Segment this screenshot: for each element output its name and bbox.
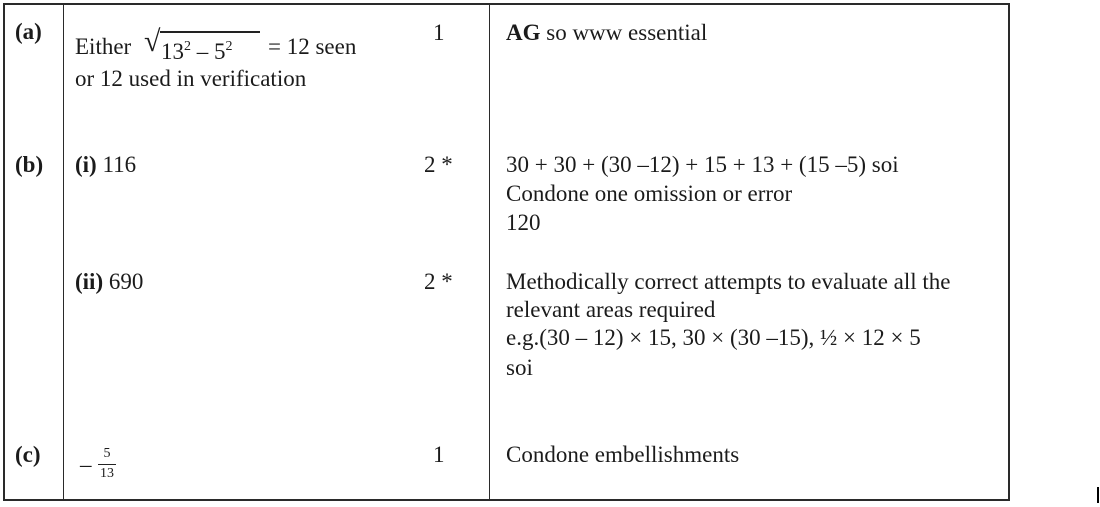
text-cursor-icon — [1097, 487, 1099, 503]
column-divider-guidance — [489, 3, 490, 501]
column-divider-label — [63, 3, 64, 501]
part-b-i-answer: (i) 116 — [75, 152, 137, 177]
square-root-icon: √ — [144, 25, 161, 58]
part-b-ii-guidance-1: Methodically correct attempts to evaluate all the — [506, 269, 951, 294]
part-b-ii-mark: 2 * — [424, 269, 453, 294]
table-border-right — [1008, 3, 1010, 501]
part-c-label: (c) — [15, 442, 41, 467]
part-c-fraction — [98, 447, 116, 481]
part-b-i-guidance-2: Condone one omission or error — [506, 181, 793, 206]
part-a-line2: or 12 used in verification — [75, 66, 307, 91]
part-a-label: (a) — [15, 19, 42, 44]
part-a-guidance: AG so www essential — [506, 20, 708, 45]
part-b-ii-guidance-3: e.g.(30 – 12) × 15, 30 × (30 –15), ½ × 12 × 5 — [506, 325, 921, 350]
part-c-numerator: 5 — [103, 446, 111, 461]
part-b-ii-answer: (ii) 690 — [75, 269, 144, 294]
table-border-left — [3, 3, 5, 501]
part-a-radicand: $13^2 - 5^2$ — [161, 39, 233, 64]
part-b-label: (b) — [15, 152, 44, 177]
table-border-top — [3, 3, 1010, 5]
part-b-ii-guidance-2: relevant areas required — [506, 297, 716, 322]
part-a-mark: 1 — [433, 20, 445, 45]
part-a-either: Either — [75, 34, 132, 59]
part-b-ii-guidance-4: soi — [506, 355, 533, 380]
part-b-i-guidance-1: 30 + 30 + (30 –12) + 15 + 13 + (15 –5) soi — [506, 152, 899, 177]
part-c-guidance: Condone embellishments — [506, 442, 740, 467]
part-c-denominator: 13 — [100, 466, 114, 482]
part-a-result: = 12 seen — [268, 34, 357, 59]
part-b-i-mark: 2 * — [424, 152, 453, 177]
table-border-bottom — [3, 499, 1010, 501]
part-c-mark: 1 — [433, 442, 445, 467]
fraction-bar — [98, 464, 116, 465]
part-c-sign: – — [80, 452, 92, 477]
part-b-i-guidance-3: 120 — [506, 210, 541, 235]
